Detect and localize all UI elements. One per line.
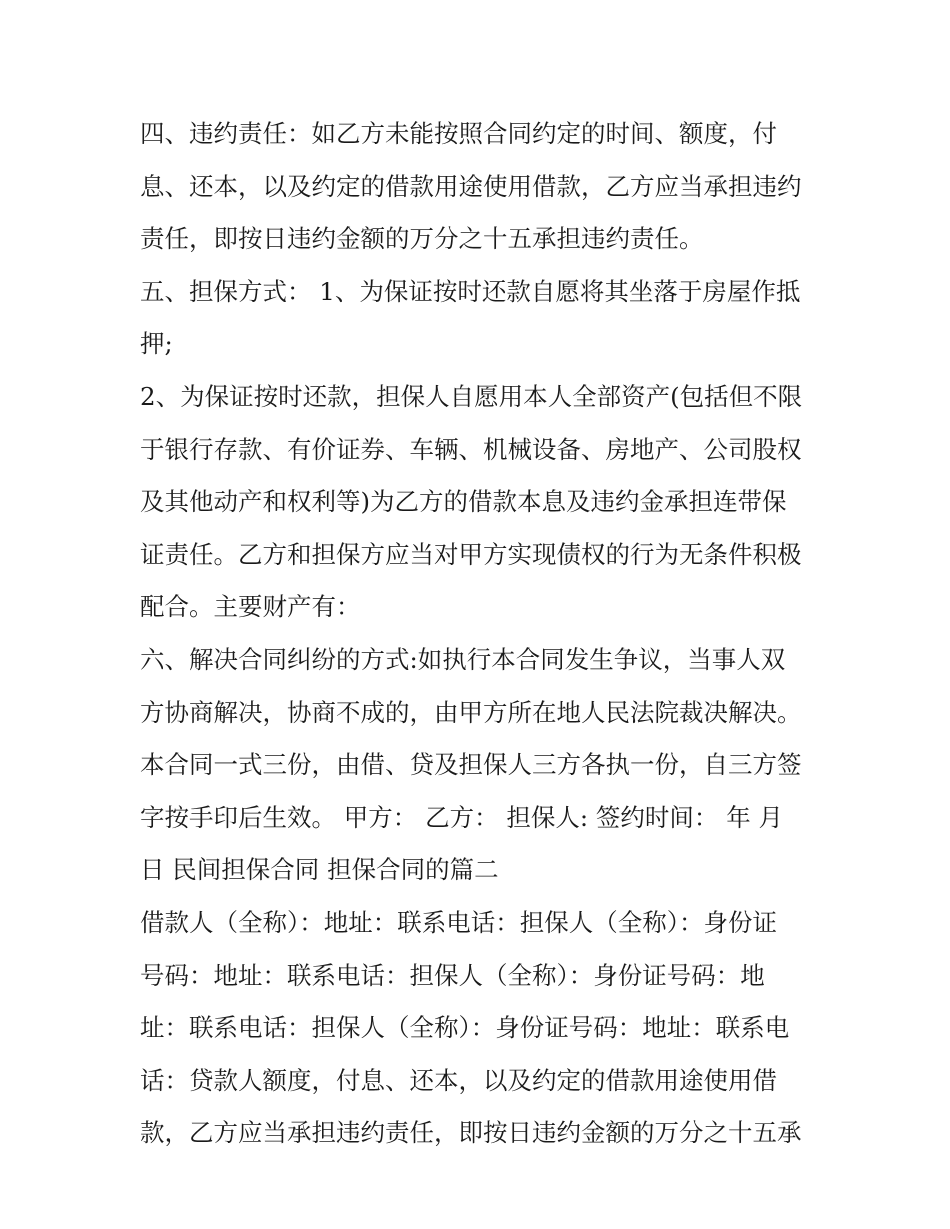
text-line: 款，乙方应当承担违约责任，即按日违约金额的万分之十五承 [140,1118,802,1148]
text-line: 字按手印后生效。 甲方： 乙方： 担保人: 签约时间： 年 月 [140,802,783,832]
text-line: 六、解决合同纠纷的方式:如执行本合同发生争议，当事人双 [140,644,786,674]
text-line: 号码：地址：联系电话：担保人（全称）：身份证号码：地 [140,960,765,990]
text-line: 及其他动产和权利等)为乙方的借款本息及违约金承担连带保 [140,487,787,517]
text-line: 配合。主要财产有： [140,592,361,622]
text-line: 借款人（全称）：地址：联系电话：担保人（全称）：身份证 [140,907,777,937]
document-body [140,108,820,1160]
text-line: 方协商解决，协商不成的，由甲方所在地人民法院裁决解决。 [140,697,802,727]
text-line: 本合同一式三份，由借、贷及担保人三方各执一份，自三方签 [140,750,802,780]
text-line: 址：联系电话：担保人（全称）：身份证号码：地址：联系电 [140,1013,790,1043]
text-line: 于银行存款、有价证券、车辆、机械设备、房地产、公司股权 [140,434,802,464]
text-line: 话：贷款人额度，付息、还本，以及约定的借款用途使用借 [140,1065,777,1095]
text-line: 责任，即按日违约金额的万分之十五承担违约责任。 [140,224,704,254]
text-line: 日 民间担保合同 担保合同的篇二 [140,855,499,885]
text-line: 四、违约责任：如乙方未能按照合同约定的时间、额度，付 [140,119,777,148]
text-line: 证责任。乙方和担保方应当对甲方实现债权的行为无条件积极 [140,539,802,569]
text-line: 2、为保证按时还款，担保人自愿用本人全部资产(包括但不限 [140,381,803,411]
text-line: 五、担保方式： 1、为保证按时还款自愿将其坐落于房屋作抵 [140,276,801,306]
text-line: 押; [140,329,173,359]
text-line: 息、还本，以及约定的借款用途使用借款，乙方应当承担违约 [140,171,802,201]
